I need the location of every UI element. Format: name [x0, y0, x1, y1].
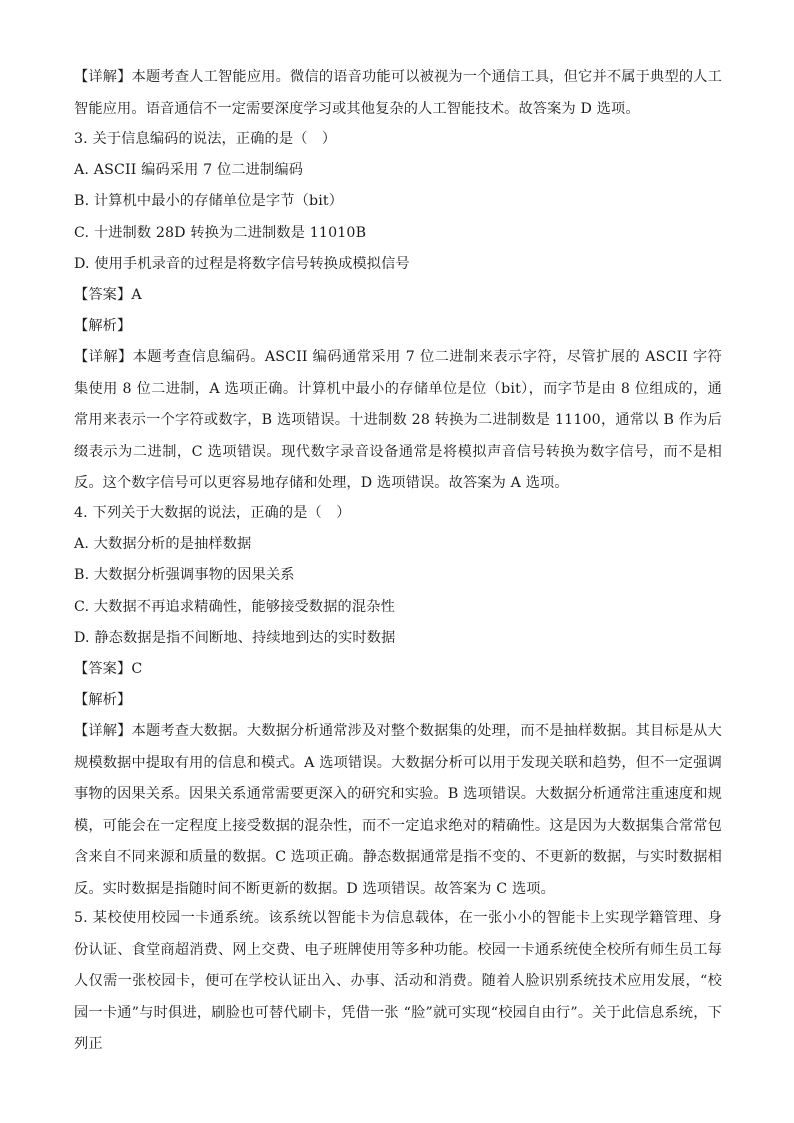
q3-option-b: B. 计算机中最小的存储单位是字节（bit） [74, 193, 344, 209]
q4-option-d: D. 静态数据是指不间断地、持续地到达的实时数据 [74, 630, 396, 646]
q4-option-b: B. 大数据分析强调事物的因果关系 [74, 567, 295, 583]
q3-option-a: A. ASCII 编码采用 7 位二进制编码 [74, 162, 304, 178]
q3-option-c: C. 十进制数 28D 转换为二进制数是 11010B [74, 225, 367, 241]
q2-detail-paragraph: 【详解】本题考查人工智能应用。微信的语音功能可以被视为一个通信工具，但它并不属于典型的人工智能应用。语音通信不一定需要深度学习或其他复杂的人工智能技术。故答案为 D 选项。 [74, 69, 722, 117]
q3-question: 3. 关于信息编码的说法，正确的是（ ） [74, 131, 337, 147]
q4-option-a: A. 大数据分析的是抽样数据 [74, 536, 252, 552]
q4-detail-paragraph: 【详解】本题考查大数据。大数据分析通常涉及对整个数据集的处理，而不是抽样数据。其目标是从大规模数据中提取有用的信息和模式。A 选项错误。大数据分析可以用于发现关联和趋势，但不一定强调事物的因果关系。因果关系通常需要更深入的研究和实验。B 选项错误。大数据分析通常注重速度和规模，可能会在一定程度上接受数据的混杂性，而不一定追求绝对的精确性。这是因为大数据集合常常包含来自不同来源和质量的数据。C 选项正确。静态数据通常是指不变的、不更新的数据，与实时数据相反。实时数据是指随时间不断更新的数据。D 选项错误。故答案为 C 选项。 [74, 723, 722, 897]
q4-analysis-label: 【解析】 [74, 692, 132, 708]
q3-option-d: D. 使用手机录音的过程是将数字信号转换成模拟信号 [74, 256, 410, 272]
q4-question: 4. 下列关于大数据的说法，正确的是（ ） [74, 505, 351, 521]
q3-detail-paragraph: 【详解】本题考查信息编码。ASCII 编码通常采用 7 位二进制来表示字符，尽管扩展的 ASCII 字符集使用 8 位二进制，A 选项正确。计算机中最小的存储单位是位（bit），而字节是由 8 位组成的，通常用来表示一个字符或数字，B 选项错误。十进制数 28 转换为二进制数是 11100，通常以 B 作为后缀表示为二进制，C 选项错误。现代数字录音设备通常是将模拟声音信号转换为数字信号，而不是相反。这个数字信号可以更容易地存储和处理，D 选项错误。故答案为 A 选项。 [74, 349, 722, 491]
q4-option-c: C. 大数据不再追求精确性，能够接受数据的混杂性 [74, 599, 395, 615]
q5-question: 5. 某校使用校园一卡通系统。该系统以智能卡为信息载体，在一张小小的智能卡上实现学籍管理、身份认证、食堂商超消费、网上交费、电子班牌使用等多种功能。校园一卡通系统使全校所有师生员工每人仅需一张校园卡，便可在学校认证出入、办事、活动和消费。随着人脸识别系统技术应用发展，“校园一卡通”与时俱进，刷脸也可替代刷卡，凭借一张 “脸”就可实现“校园自由行”。关于此信息系统，下列正 [74, 910, 722, 1052]
q3-analysis-label: 【解析】 [74, 318, 132, 334]
q4-answer: 【答案】C [74, 661, 143, 677]
q3-answer: 【答案】A [74, 287, 142, 303]
